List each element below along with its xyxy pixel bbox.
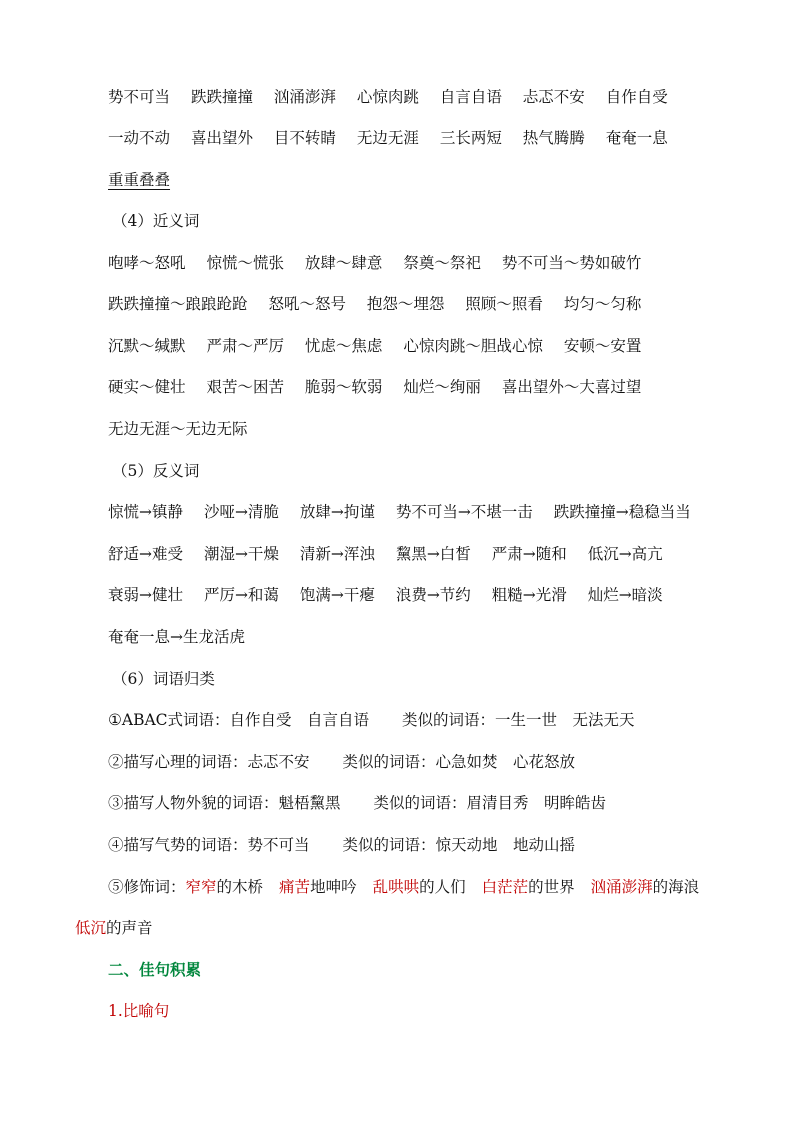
idiom: 无边无涯 — [356, 129, 419, 147]
antonym-pair: 浪费→节约 — [395, 586, 471, 604]
idiom: 自作自受 — [605, 88, 668, 106]
classification-heading: （6）词语归类 — [112, 670, 215, 688]
antonym-pair: 严厉→和蔼 — [203, 586, 279, 604]
synonym-pair: 严肃～严厉 — [206, 337, 284, 355]
antonyms-row-4 — [108, 627, 245, 647]
modifier-word: 乱哄哄 — [372, 878, 420, 896]
modifier-rest: 地呻吟 — [310, 878, 357, 896]
antonyms-row-3 — [108, 585, 663, 605]
modifier-rest: 的人们 — [419, 878, 466, 896]
antonym-pair: 潮湿→干燥 — [203, 545, 279, 563]
synonym-pair: 安顿～安置 — [563, 337, 642, 355]
synonym-pair: 均匀～匀称 — [563, 295, 642, 313]
classification-similar: 类似的词语：一生一世 无法无天 — [401, 711, 635, 729]
antonym-pair: 舒适→难受 — [108, 545, 183, 563]
synonym-pair: 硬实～健壮 — [108, 378, 186, 396]
synonym-pair: 忧虑～焦虑 — [304, 337, 383, 355]
synonym-pair: 照顾～照看 — [465, 295, 543, 313]
synonyms-heading: （4）近义词 — [112, 212, 200, 230]
antonym-pair: 奄奄一息→生龙活虎 — [108, 628, 245, 646]
synonyms-row-3 — [108, 336, 641, 356]
synonyms-row-2 — [108, 294, 641, 314]
synonym-pair: 心惊肉跳～胆战心惊 — [403, 337, 543, 355]
modifier-rest: 的声音 — [106, 919, 153, 937]
classification-item-2 — [108, 752, 575, 772]
section-heading: 二、佳句积累 — [108, 960, 202, 979]
idiom: 心惊肉跳 — [356, 88, 419, 106]
synonym-pair: 祭奠～祭祀 — [403, 254, 481, 272]
idiom: 跌跌撞撞 — [190, 88, 253, 106]
synonym-pair: 灿烂～绚丽 — [403, 378, 481, 396]
antonym-pair: 严肃→随和 — [491, 545, 567, 563]
antonym-pair: 衰弱→健壮 — [108, 586, 183, 604]
synonym-pair: 咆哮～怒吼 — [108, 254, 186, 272]
idioms-row-3 — [108, 170, 170, 190]
idiom: 一动不动 — [108, 129, 171, 147]
antonym-pair: 饱满→干瘪 — [299, 586, 375, 604]
antonym-pair: 放肆→拘谨 — [299, 503, 375, 521]
synonyms-row-1 — [108, 253, 641, 273]
synonym-pair: 惊慌～慌张 — [206, 254, 284, 272]
classification-item-3 — [108, 793, 606, 813]
antonyms-row-2 — [108, 544, 663, 564]
idiom: 汹涌澎湃 — [273, 88, 336, 106]
modifier-rest: 的世界 — [528, 878, 575, 896]
antonyms-row-1 — [108, 502, 691, 522]
synonym-pair: 抱怨～埋怨 — [366, 295, 445, 313]
modifier-word: 窄窄 — [185, 878, 217, 896]
classification-label: ②描写心理的词语：忐忑不安 — [108, 753, 310, 771]
synonyms-row-4 — [108, 377, 641, 397]
modifier-rest: 的木桥 — [216, 878, 264, 896]
classification-similar: 类似的词语：心急如焚 心花怒放 — [342, 753, 575, 771]
modifiers-line-continued — [75, 918, 153, 938]
idiom: 忐忑不安 — [522, 88, 585, 106]
synonym-pair: 势不可当～势如破竹 — [501, 254, 642, 272]
antonym-pair: 灿烂→暗淡 — [587, 586, 663, 604]
antonyms-heading: （5）反义词 — [112, 462, 200, 480]
synonym-pair: 脆弱～软弱 — [304, 378, 383, 396]
classification-label: ①ABAC式词语：自作自受 自言自语 — [108, 711, 370, 729]
idiom: 热气腾腾 — [522, 129, 585, 147]
classification-similar: 类似的词语：眉清目秀 明眸皓齿 — [373, 794, 606, 812]
classification-label: ③描写人物外貌的词语：魁梧黧黑 — [108, 794, 341, 812]
idiom: 自言自语 — [439, 88, 502, 106]
modifier-word: 痛苦 — [279, 878, 311, 896]
classification-item-1 — [108, 710, 635, 730]
antonym-pair: 势不可当→不堪一击 — [395, 503, 533, 521]
synonyms-row-5 — [108, 419, 248, 439]
idiom: 奄奄一息 — [605, 129, 668, 147]
antonym-pair: 清新→浑浊 — [299, 545, 375, 563]
synonym-pair: 喜出望外～大喜过望 — [501, 378, 642, 396]
synonym-pair: 跌跌撞撞～踉踉跄跄 — [108, 295, 248, 313]
idiom: 势不可当 — [108, 88, 171, 106]
antonym-pair: 低沉→高亢 — [587, 545, 663, 563]
synonym-pair: 沉默～缄默 — [108, 337, 186, 355]
synonym-pair: 无边无涯～无边无际 — [108, 420, 248, 438]
modifier-rest: 的海浪 — [652, 878, 700, 896]
modifier-word: 白茫茫 — [481, 878, 529, 896]
idioms-row-1 — [108, 87, 668, 107]
modifiers-prefix: ⑤修饰词： — [108, 878, 186, 896]
antonym-pair: 惊慌→镇静 — [108, 503, 183, 521]
idiom: 重重叠叠 — [108, 171, 171, 189]
idiom: 喜出望外 — [190, 129, 253, 147]
classification-item-4 — [108, 835, 575, 855]
modifier-word: 低沉 — [75, 919, 107, 937]
antonym-pair: 跌跌撞撞→稳稳当当 — [553, 503, 691, 521]
idiom: 三长两短 — [439, 129, 502, 147]
subsection-heading: 1.比喻句 — [108, 1002, 170, 1020]
classification-similar: 类似的词语：惊天动地 地动山摇 — [342, 836, 575, 854]
synonym-pair: 艰苦～困苦 — [206, 378, 284, 396]
idiom: 目不转睛 — [273, 129, 336, 147]
synonym-pair: 放肆～肆意 — [304, 254, 383, 272]
modifiers-line — [108, 877, 699, 897]
classification-label: ④描写气势的词语：势不可当 — [108, 836, 310, 854]
idioms-row-2 — [108, 128, 668, 148]
antonym-pair: 粗糙→光滑 — [491, 586, 567, 604]
synonym-pair: 怒吼～怒号 — [268, 295, 346, 313]
antonym-pair: 黧黑→白皙 — [395, 545, 471, 563]
modifier-word: 汹涌澎湃 — [590, 878, 653, 896]
antonym-pair: 沙哑→清脆 — [203, 503, 279, 521]
